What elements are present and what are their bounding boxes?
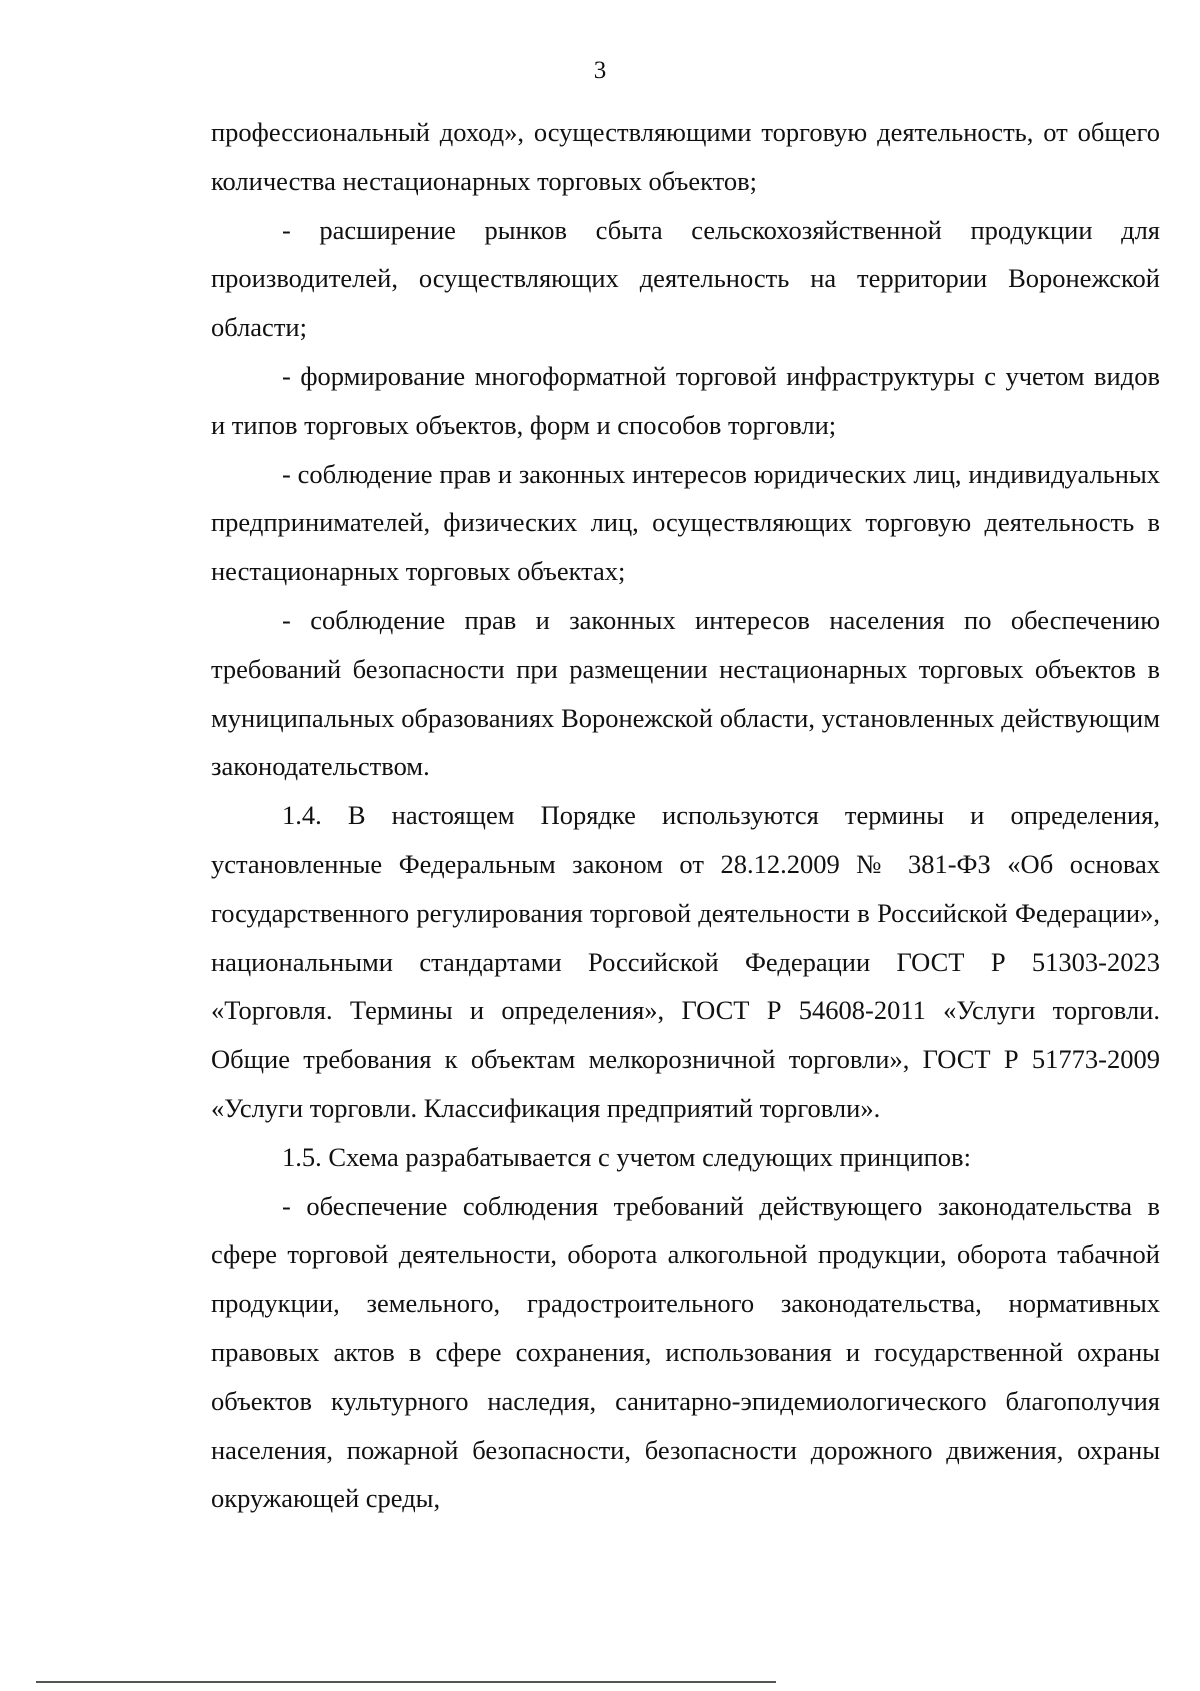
paragraph-1-4-terms: 1.4. В настоящем Порядке используются термины и определения, установленные Федеральным законом от 28.12.2009 № 381-ФЗ «Об основах государственного регулирования торговой деятельности в Российской Федерации», национальными стандартами Российской Федерации ГОСТ Р 51303-2023 «Торговля. Термины и определения», ГОСТ Р 54608-2011 «Услуги торговли. Общие требования к объектам мелкорозничной торговли», ГОСТ Р 51773-2009 «Услуги торговли. Классификация предприятий торговли». xyxy=(211,800,1160,1123)
list-item-infrastructure: - формирование многоформатной торговой инфраструктуры с учетом видов и типов торговых объектов, форм и способов торговли; xyxy=(211,360,1160,440)
document-body xyxy=(211,108,1160,1523)
bottom-divider xyxy=(36,1681,776,1683)
paragraph-continuation: профессиональный доход», осуществляющими торговую деятельность, от общего количества нестационарных торговых объектов; xyxy=(211,117,1160,196)
paragraph-1-5-principles: 1.5. Схема разрабатывается с учетом следующих принципов: xyxy=(282,1141,971,1172)
list-item-market-expansion: - расширение рынков сбыта сельскохозяйственной продукции для производителей, осуществляющих деятельность на территории Воронежской области; xyxy=(211,214,1160,343)
list-item-legal-compliance: - обеспечение соблюдения требований действующего законодательства в сфере торговой деятельности, оборота алкогольной продукции, оборота табачной продукции, земельного, градостроительного законодательства, нормативных правовых актов в сфере сохранения, использования и государственной охраны объектов культурного наследия, санитарно-эпидемиологического благополучия населения, пожарной безопасности, безопасности дорожного движения, охраны окружающей среды, xyxy=(211,1190,1160,1514)
list-item-population-rights: - соблюдение прав и законных интересов населения по обеспечению требований безопасности при размещении нестационарных торговых объектов в муниципальных образованиях Воронежской области, установленных действующим законодательством. xyxy=(211,604,1160,782)
page-number: 3 xyxy=(593,57,607,84)
list-item-business-rights: - соблюдение прав и законных интересов юридических лиц, индивидуальных предпринимателей, физических лиц, осуществляющих торговую деятельность в нестационарных торговых объектах; xyxy=(211,458,1160,587)
